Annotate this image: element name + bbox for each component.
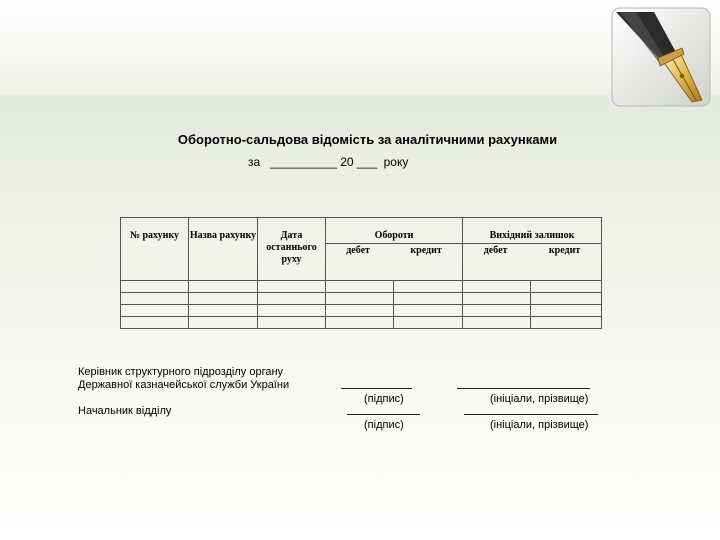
header-closing-balance: Вихідний залишок bbox=[462, 230, 602, 244]
head-of-unit-line2: Державної казначейської служби України bbox=[78, 379, 290, 391]
table-header-row bbox=[121, 218, 602, 281]
chief-of-department-label: Начальник відділу bbox=[78, 405, 172, 417]
page-title: Оборотно-сальдова відомість за аналітичними рахунками bbox=[177, 132, 558, 147]
fountain-pen-icon bbox=[606, 4, 716, 112]
table-row bbox=[121, 293, 602, 305]
table-row bbox=[121, 317, 602, 329]
header-turnover-group bbox=[326, 218, 463, 281]
initials-line bbox=[464, 414, 598, 415]
header-turnover-credit: кредит bbox=[410, 245, 442, 256]
initials-caption: (ініціали, прізвище) bbox=[490, 419, 589, 431]
signature-line bbox=[341, 388, 412, 389]
head-of-unit-label bbox=[78, 366, 289, 392]
signature-caption: (підпис) bbox=[364, 419, 404, 431]
header-account-name: Назва рахунку bbox=[189, 218, 258, 281]
signature-line bbox=[347, 414, 420, 415]
header-turnover: Обороти bbox=[325, 230, 463, 244]
ledger-table bbox=[120, 217, 602, 329]
signature-caption: (підпис) bbox=[364, 393, 404, 405]
table-row bbox=[121, 281, 602, 293]
initials-line bbox=[457, 388, 590, 389]
initials-caption: (ініціали, прізвище) bbox=[490, 393, 589, 405]
period-line: за __________ 20 ___ року bbox=[248, 155, 409, 169]
header-account-number: № рахунку bbox=[121, 218, 189, 281]
table-row bbox=[121, 305, 602, 317]
header-closing-debit: дебет bbox=[483, 245, 508, 256]
header-closing-group bbox=[463, 218, 602, 281]
header-turnover-debit: дебет bbox=[346, 245, 370, 256]
head-of-unit-line1: Керівник структурного підрозділу органу bbox=[78, 366, 284, 378]
header-last-movement-date: Дата останнього руху bbox=[258, 218, 326, 281]
header-closing-credit: кредит bbox=[548, 245, 581, 256]
